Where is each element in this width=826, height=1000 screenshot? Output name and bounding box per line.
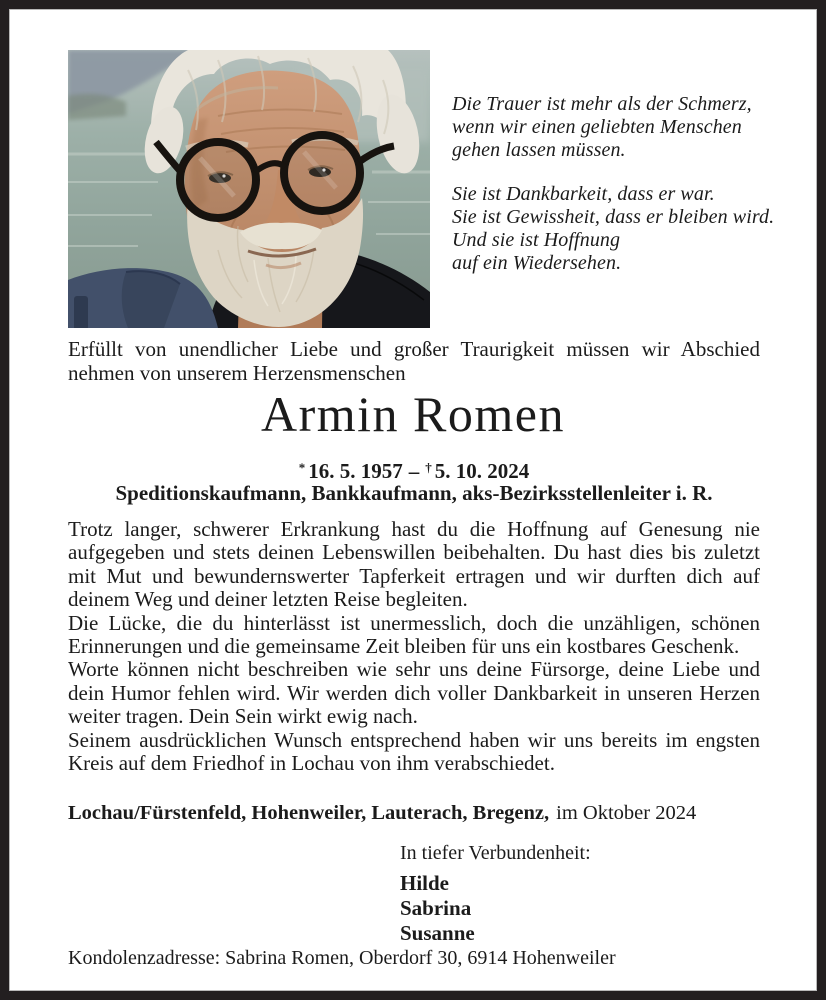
profession-line: Speditionskaufmann, Bankkaufmann, aks-Bezirksstellenleiter i. R. [115, 481, 713, 505]
deceased-name: Armin Romen [261, 386, 565, 442]
places-line [68, 801, 788, 826]
poem-line: Sie ist Dankbarkeit, dass er war. [452, 183, 715, 205]
poem-line: Die Trauer ist mehr als der Schmerz, [452, 93, 752, 115]
portrait-photo-illustration [68, 50, 430, 328]
death-date: 5. 10. 2024 [434, 459, 530, 483]
poem-stanza-1 [452, 93, 782, 162]
family-name: Sabrina [400, 896, 472, 920]
notice-date: im Oktober 2024 [556, 802, 697, 824]
poem-line: gehen lassen müssen. [452, 139, 626, 161]
death-symbol: † [425, 460, 432, 475]
closing-block [400, 841, 591, 946]
body-paragraph: Trotz langer, schwerer Erkrankung hast du die Hoffnung auf Genesung nie aufgegeben und stets deinen Lebenswillen beibehalten. Du hast dies bis zuletzt mit Mut und bewundernswerter Tapferkeit ertragen und wir durften dich auf deinem Weg und deiner letzten Reise begleiten. [68, 517, 760, 612]
body-paragraph: Die Lücke, die du hinterlässt ist unermesslich, doch die unzähligen, schönen Erinnerungen und die gemeinsame Zeit bleiben für uns ein kostbares Geschenk. [68, 610, 760, 659]
dates-separator: – [408, 459, 420, 483]
body-paragraph: Seinem ausdrücklichen Wunsch entsprechend haben wir uns bereits im engsten Kreis auf dem Friedhof in Lochau von ihm verabschiedet. [68, 727, 760, 776]
obituary-body [68, 518, 760, 775]
birth-symbol: * [298, 460, 306, 475]
family-name: Hilde [400, 871, 450, 895]
birth-date: 16. 5. 1957 [308, 459, 403, 483]
poem-line: auf ein Wiedersehen. [452, 252, 622, 274]
closing-heading: In tiefer Verbundenheit: [400, 842, 591, 864]
family-name: Susanne [400, 921, 475, 945]
memorial-poem [452, 93, 782, 275]
intro-text: Erfüllt von unendlicher Liebe und großer Traurigkeit müssen wir Abschied nehmen von unserem Herzensmenschen [68, 337, 760, 385]
life-dates [68, 455, 760, 484]
poem-line: Und sie ist Hoffnung [452, 229, 621, 251]
poem-line: wenn wir einen geliebten Menschen [452, 116, 742, 138]
poem-stanza-2 [452, 183, 782, 275]
condolence-address: Kondolenzadresse: Sabrina Romen, Oberdorf 30, 6914 Hohenweiler [68, 947, 616, 969]
places-names: Lochau/Fürstenfeld, Hohenweiler, Lauterach, Bregenz, [68, 802, 550, 824]
portrait-photo [68, 50, 430, 328]
body-paragraph: Worte können nicht beschreiben wie sehr uns deine Fürsorge, deine Liebe und dein Humor fehlen wird. Wir werden dich voller Dankbarkeit in unseren Herzen weiter tragen. Dein Sein wirkt ewig nach. [68, 657, 760, 729]
poem-line: Sie ist Gewissheit, dass er bleiben wird. [452, 206, 775, 228]
